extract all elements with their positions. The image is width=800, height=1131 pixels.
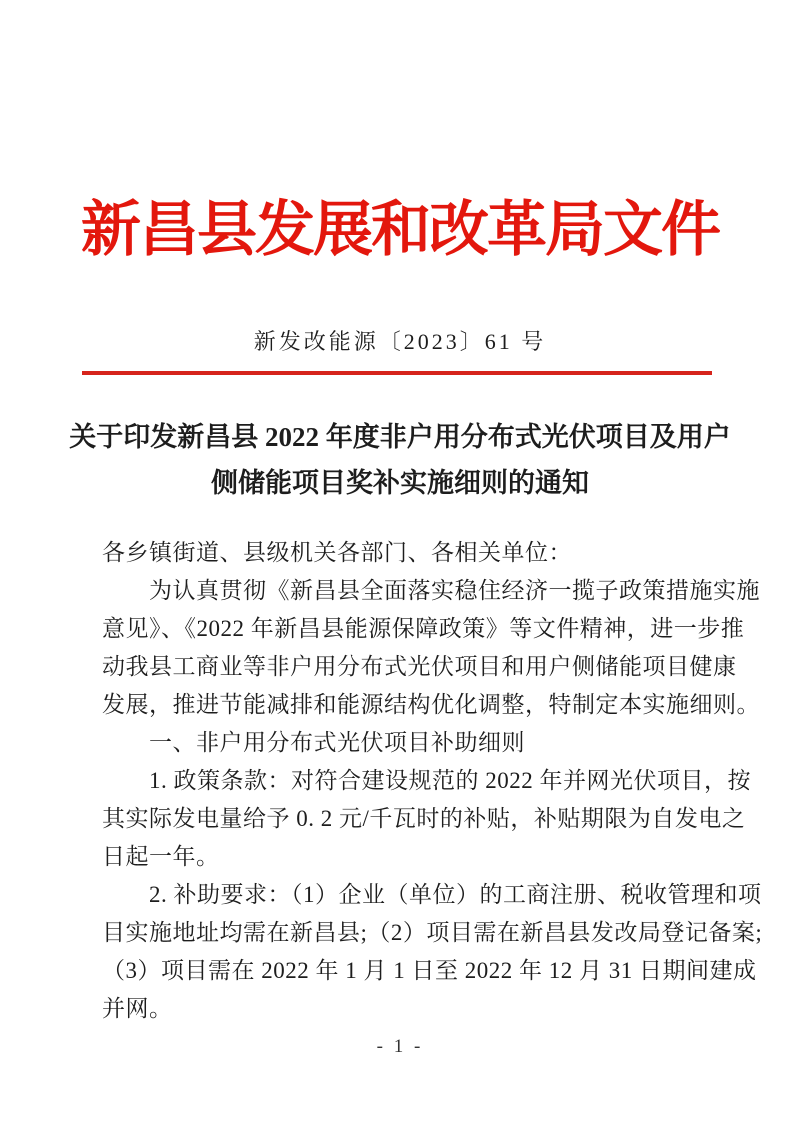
body-line: 并网。 <box>102 996 173 1021</box>
document-number: 新发改能源〔2023〕61 号 <box>253 329 547 354</box>
document-title <box>50 414 750 506</box>
body-line-section-heading: 一、非户用分布式光伏项目补助细则 <box>102 730 525 755</box>
body-line: 其实际发电量给予 0. 2 元/千瓦时的补贴，补贴期限为自发电之 <box>102 806 746 831</box>
body-line: 意见》、《2022 年新昌县能源保障政策》等文件精神，进一步推 <box>102 616 745 641</box>
page-number: - 1 - <box>376 1036 424 1057</box>
document-title-line1: 关于印发新昌县 2022 年度非户用分布式光伏项目及用户 <box>69 422 731 452</box>
body-line: 动我县工商业等非户用分布式光伏项目和用户侧储能项目健康 <box>102 654 737 679</box>
body-line: 日起一年。 <box>102 844 220 869</box>
document-title-line2: 侧储能项目奖补实施细则的通知 <box>211 468 589 498</box>
body-line: 各乡镇街道、县级机关各部门、各相关单位： <box>102 540 572 565</box>
body-line: 1. 政策条款：对符合建设规范的 2022 年并网光伏项目，按 <box>102 768 751 793</box>
red-divider-line <box>82 371 712 375</box>
body-line: 目实施地址均需在新昌县;（2）项目需在新昌县发改局登记备案; <box>102 920 763 945</box>
body-line: 为认真贯彻《新昌县全面落实稳住经济一揽子政策措施实施 <box>102 578 760 603</box>
body-line: 2. 补助要求：（1）企业（单位）的工商注册、税收管理和项 <box>102 882 762 907</box>
document-body <box>102 534 763 1028</box>
body-line: （3）项目需在 2022 年 1 月 1 日至 2022 年 12 月 31 日期间建成 <box>102 958 757 983</box>
agency-banner-title: 新昌县发展和改革局文件 <box>81 195 719 265</box>
body-line: 发展，推进节能减排和能源结构优化调整，特制定本实施细则。 <box>102 692 760 717</box>
